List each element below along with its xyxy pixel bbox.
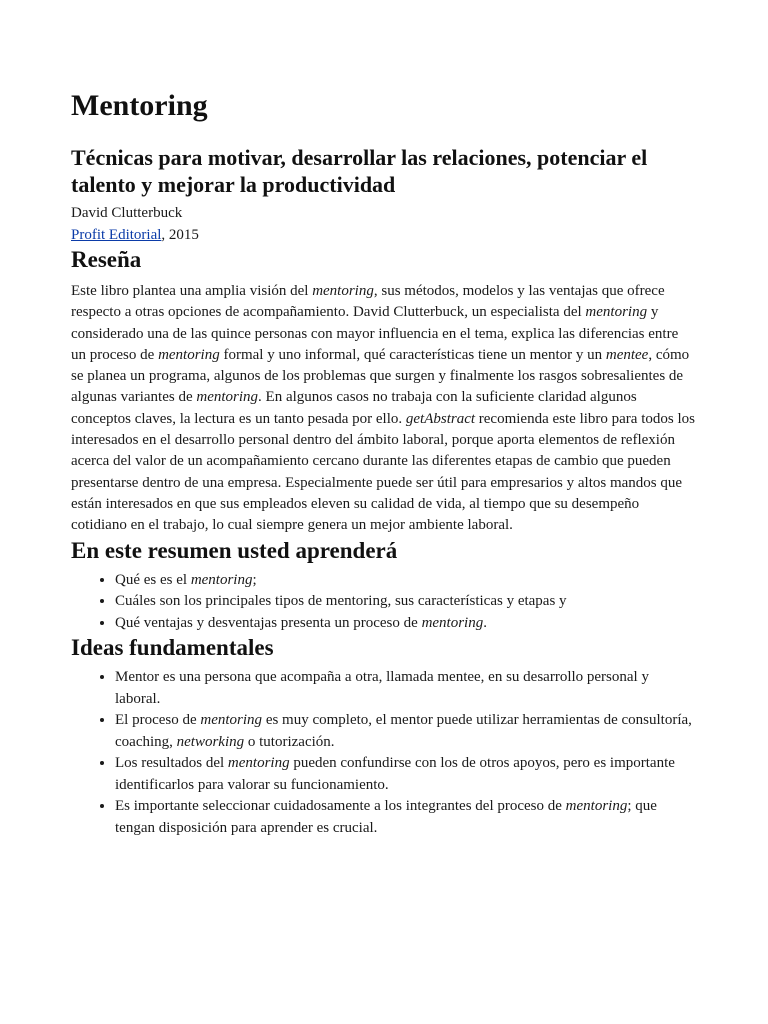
ideas-heading: Ideas fundamentales [71, 635, 274, 661]
publication-year: , 2015 [161, 227, 199, 243]
review-heading: Reseña [71, 247, 142, 272]
book-title: Mentoring [71, 89, 208, 122]
publisher-line [71, 224, 696, 246]
book-subtitle: Técnicas para motivar, desarrollar las relaciones, potenciar el talento y mejorar la productividad [71, 145, 648, 197]
author-name: David Clutterbuck [71, 205, 183, 221]
list-item: • El proceso de mentoring es muy completo, el mentor puede utilizar herramientas de consultoría, coaching, networking o tutorización. [115, 710, 696, 753]
publisher-link[interactable]: Profit Editorial [71, 227, 162, 243]
list-item: • Los resultados del mentoring pueden confundirse con los de otros apoyos, pero es importante identificarlos para valorar su funcionamiento. [115, 753, 696, 796]
learn-list [71, 570, 696, 635]
ideas-list [71, 667, 696, 839]
list-item: • Qué ventajas y desventajas presenta un proceso de mentoring. [115, 613, 696, 635]
list-item: • Qué es es el mentoring; [115, 570, 696, 592]
book-meta [71, 202, 696, 246]
review-paragraph: Este libro plantea una amplia visión del mentoring, sus métodos, modelos y las ventajas que ofrece respecto a otras opciones de acompañamiento. David Clutterbuck, un especialista del mentoring y considerado una de las quince personas con mayor influencia en el tema, explica las diferencias entre un proceso de mentoring formal y uno informal, qué características tiene un mentor y un mentee, cómo se planea un programa, algunos de los problemas que surgen y finalmente los rasgos sobresalientes de algunas variantes de mentoring. En algunos casos no trabaja con la suficiente claridad algunos conceptos claves, la lectura es un tanto pesada por ello. getAbstract recomienda este libro para todos los interesados en el desarrollo personal dentro del ámbito laboral, porque aporta elementos de reflexión acerca del valor de un acompañamiento cercano durante las diferentes etapas de cambio que pueden presentarse dentro de una empresa. Especialmente puede ser útil para empresarios y altos mandos que están interesados en que sus empleados eleven su calidad de vida, al tiempo que su desempeño cotidiano en el trabajo, lo cual siempre genera un mejor ambiente laboral. [71, 283, 695, 534]
learn-heading: En este resumen usted aprenderá [71, 537, 398, 563]
list-item: • Mentor es una persona que acompaña a otra, llamada mentee, en su desarrollo personal y laboral. [115, 667, 696, 710]
list-item: • Cuáles son los principales tipos de mentoring, sus características y etapas y [115, 591, 696, 613]
list-item: • Es importante seleccionar cuidadosamente a los integrantes del proceso de mentoring; que tengan disposición para aprender es crucial. [115, 796, 696, 839]
